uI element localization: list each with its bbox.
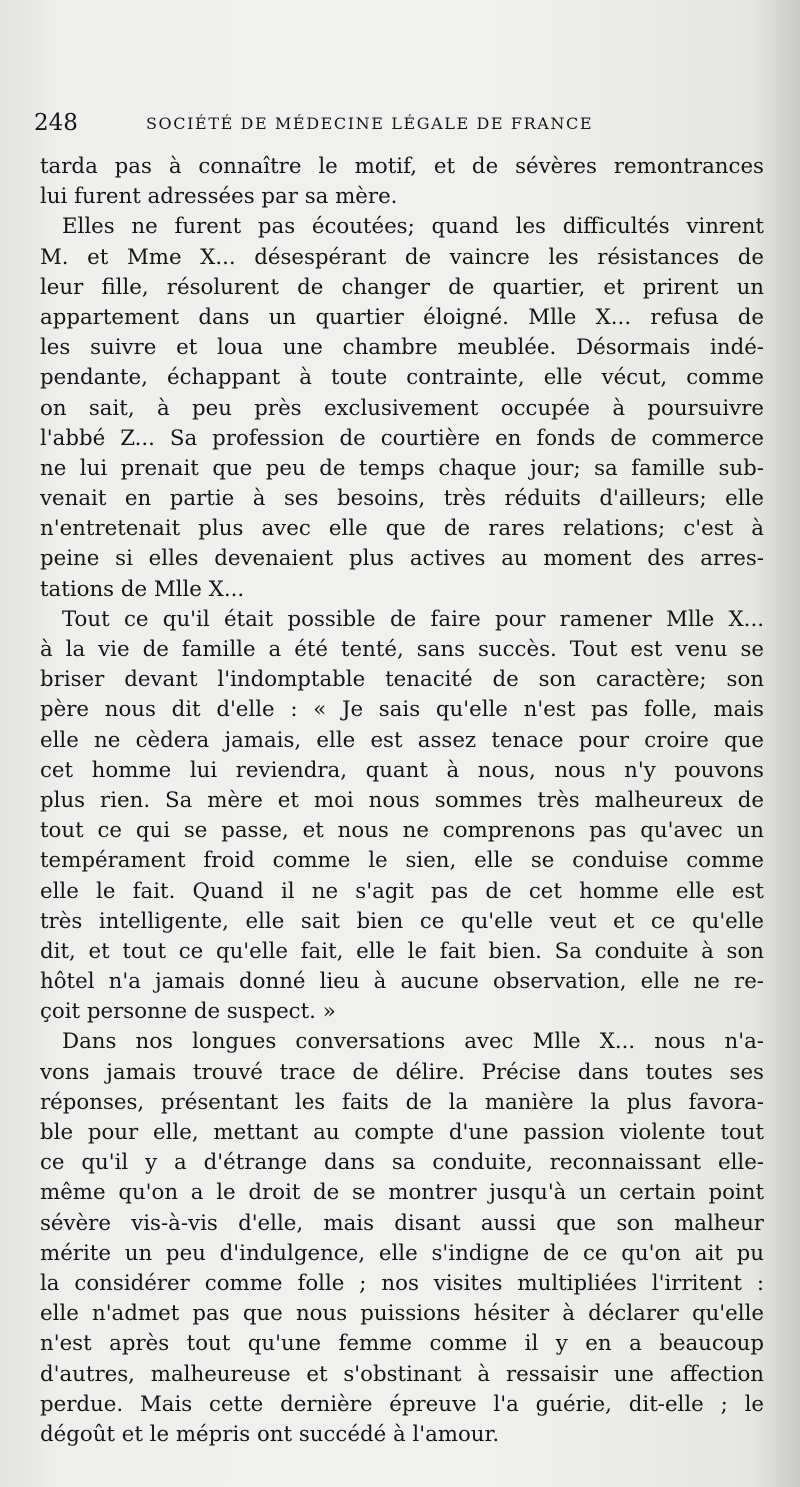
text-line: n'est après tout qu'une femme comme il y en a beaucoup [40, 1331, 764, 1357]
text-line: pendante, échappant à toute contrainte, elle vécut, comme [40, 365, 764, 391]
text-line: plus rien. Sa mère et moi nous sommes très malheureux de [40, 787, 764, 813]
text-line: vons jamais trouvé trace de délire. Précise dans toutes ses [40, 1059, 764, 1085]
text-line: à la vie de famille a été tenté, sans succès. Tout est venu se [40, 637, 764, 662]
text-line: Dans nos longues conversations avec Mlle X... nous n'a- [62, 1029, 764, 1055]
text-line: l'abbé Z... Sa profession de courtière en fonds de commerce [40, 425, 764, 451]
text-line: tempérament froid comme le sien, elle se conduise comme [40, 848, 764, 874]
text-line: Elles ne furent pas écoutées; quand les difficultés vinrent [62, 214, 764, 240]
text-line: peine si elles devenaient plus actives au moment des arres- [40, 546, 764, 572]
text-line: perdue. Mais cette dernière épreuve l'a guérie, dit-elle ; le [40, 1391, 764, 1417]
running-title: SOCIÉTÉ DE MÉDECINE LÉGALE DE FRANCE [146, 114, 594, 133]
text-line: sévère vis-à-vis d'elle, mais disant aussi que son malheur [40, 1210, 764, 1236]
text-line: tout ce qui se passe, et nous ne comprenons pas qu'avec un [40, 818, 764, 844]
page-header [34, 110, 754, 146]
text-line: cet homme lui reviendra, quant à nous, nous n'y pouvons [40, 757, 764, 783]
text-line: même qu'on a le droit de se montrer jusqu'à un certain point [40, 1180, 764, 1206]
text-line: réponses, présentant les faits de la manière la plus favora- [40, 1089, 764, 1115]
text-line: tations de Mlle X... [40, 576, 245, 602]
text-line: briser devant l'indomptable tenacité de son caractère; son [40, 667, 764, 693]
text-line: très intelligente, elle sait bien ce qu'elle veut et ce qu'elle [40, 908, 764, 934]
text-line: ble pour elle, mettant au compte d'une passion violente tout [40, 1120, 764, 1145]
text-line: elle le fait. Quand il ne s'agit pas de cet homme elle est [40, 878, 764, 904]
text-line: mérite un peu d'indulgence, elle s'indigne de ce qu'on ait pu [40, 1240, 764, 1266]
text-line: père nous dit d'elle : « Je sais qu'elle n'est pas folle, mais [40, 697, 764, 723]
body-text [40, 152, 764, 1450]
text-line: tarda pas à connaître le motif, et de sévères remontrances [40, 154, 764, 179]
text-line: dégoût et le mépris ont succédé à l'amour. [40, 1421, 500, 1447]
text-line: la considérer comme folle ; nos visites multipliées l'irritent : [40, 1270, 764, 1296]
text-line: leur fille, résolurent de changer de quartier, et prirent un [40, 274, 764, 300]
text-line: n'entretenait plus avec elle que de rares relations; c'est à [40, 516, 764, 542]
text-line: dit, et tout ce qu'elle fait, elle le fait bien. Sa conduite à son [40, 938, 764, 964]
text-line: lui furent adressées par sa mère. [40, 184, 398, 210]
text-line: M. et Mme X... désespérant de vaincre les résistances de [40, 244, 764, 270]
text-line: ce qu'il y a d'étrange dans sa conduite, reconnaissant elle- [40, 1150, 764, 1176]
text-line: hôtel n'a jamais donné lieu à aucune observation, elle ne re- [40, 969, 764, 995]
text-line: Tout ce qu'il était possible de faire pour ramener Mlle X... [62, 606, 764, 632]
text-line: les suivre et loua une chambre meublée. Désormais indé- [40, 335, 764, 361]
text-line: elle ne cèdera jamais, elle est assez tenace pour croire que [40, 727, 764, 753]
text-line: appartement dans un quartier éloigné. Mlle X... refusa de [40, 304, 764, 330]
text-line: on sait, à peu près exclusivement occupée à poursuivre [40, 395, 764, 421]
text-line: ne lui prenait que peu de temps chaque jour; sa famille sub- [40, 455, 764, 481]
page-number: 248 [34, 110, 78, 136]
text-line: elle n'admet pas que nous puissions hésiter à déclarer qu'elle [40, 1301, 764, 1327]
text-line: venait en partie à ses besoins, très réduits d'ailleurs; elle [40, 486, 764, 512]
text-line: çoit personne de suspect. » [40, 999, 336, 1025]
text-line: d'autres, malheureuse et s'obstinant à ressaisir une affection [40, 1361, 764, 1387]
